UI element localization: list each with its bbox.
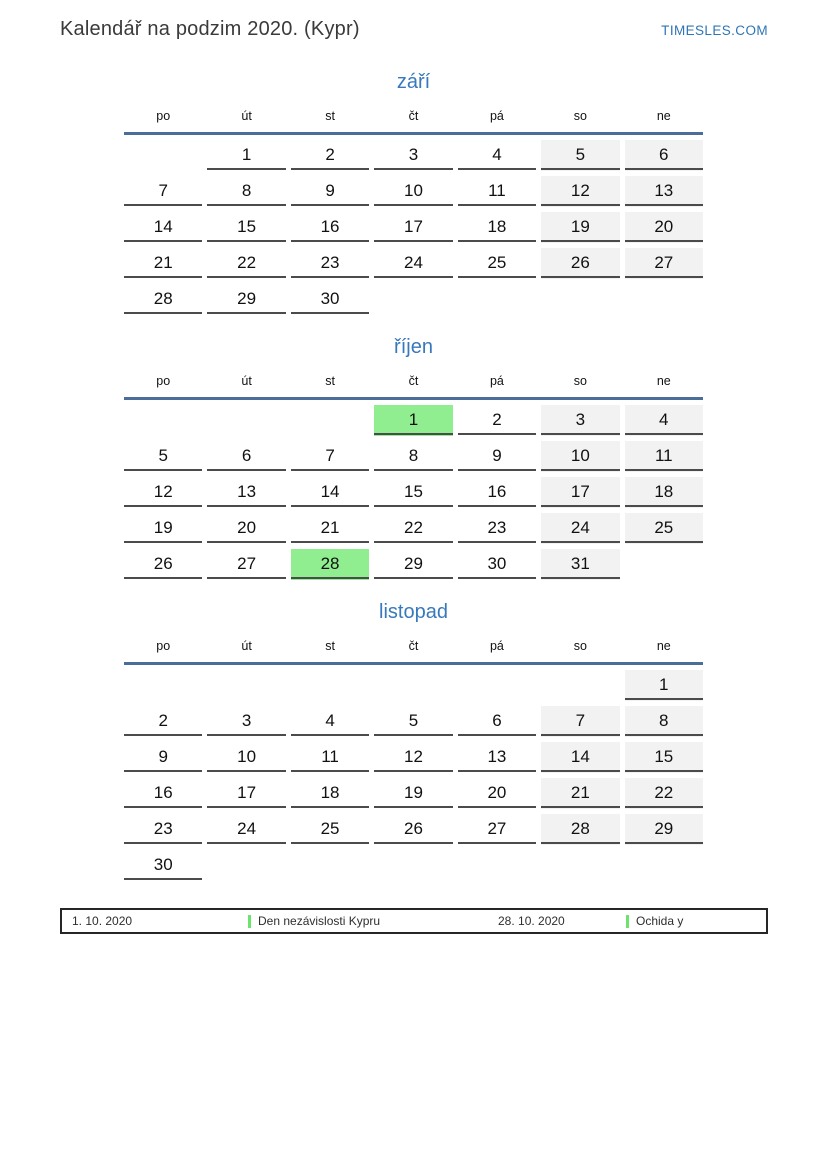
empty-cell: [374, 670, 452, 701]
day-cell: [207, 140, 285, 171]
day-number: 30: [320, 288, 340, 308]
day-cell: [374, 140, 452, 171]
day-number: 19: [404, 782, 423, 802]
day-cell: [207, 212, 285, 243]
day-number: 9: [325, 180, 335, 200]
day-number: 26: [153, 553, 173, 573]
day-cell: [625, 441, 703, 472]
holiday-marker-icon: [248, 915, 251, 928]
day-number: 23: [153, 818, 173, 838]
day-cell: [374, 549, 452, 580]
day-number: 29: [237, 288, 257, 308]
day-cell: [124, 284, 202, 315]
day-number: 15: [237, 216, 257, 236]
day-cell: [291, 742, 369, 773]
weekday-header: út: [241, 109, 252, 123]
month-calendar: [124, 600, 703, 881]
day-cell: [291, 248, 369, 279]
weekday-header: pá: [489, 639, 504, 653]
day-cell: [458, 814, 536, 845]
day-cell: [374, 778, 452, 809]
day-number: 24: [404, 252, 423, 272]
empty-cell: [541, 850, 619, 881]
weekday-header: po: [156, 374, 171, 388]
day-cell: [374, 513, 452, 544]
day-cell: [374, 405, 452, 436]
weekday-header: čt: [408, 639, 419, 653]
day-cell: [207, 513, 285, 544]
day-cell: [625, 212, 703, 243]
day-cell: [625, 742, 703, 773]
empty-cell: [207, 405, 285, 436]
day-cell: [124, 814, 202, 845]
weekday-header: so: [573, 374, 587, 388]
day-number: 8: [659, 710, 669, 730]
weekday-header: út: [241, 639, 252, 653]
holiday-marker-icon: [626, 915, 629, 928]
day-cell: [124, 742, 202, 773]
day-number: 5: [575, 144, 586, 164]
day-cell: [207, 248, 285, 279]
weekday-header: so: [573, 639, 587, 653]
day-cell: [207, 176, 285, 207]
day-cell: [291, 140, 369, 171]
weekday-header: čt: [408, 109, 419, 123]
legend-entry: [626, 914, 766, 928]
weekday-header: po: [156, 639, 171, 653]
day-cell: [374, 176, 452, 207]
day-number: 20: [487, 782, 507, 802]
day-number: 9: [492, 445, 502, 465]
day-number: 10: [570, 445, 590, 465]
empty-cell: [458, 670, 536, 701]
weekday-header-row: [124, 638, 703, 654]
month-grid: [124, 400, 703, 580]
day-number: 11: [321, 746, 339, 766]
day-number: 22: [237, 252, 257, 272]
day-number: 10: [404, 180, 423, 200]
day-number: 22: [404, 517, 423, 537]
day-number: 4: [325, 710, 335, 730]
day-cell: [124, 850, 202, 881]
day-cell: [374, 248, 452, 279]
day-number: 3: [575, 409, 586, 429]
day-cell: [374, 814, 452, 845]
day-number: 27: [237, 553, 257, 573]
day-number: 15: [404, 481, 423, 501]
day-cell: [207, 778, 285, 809]
day-number: 4: [492, 144, 502, 164]
day-number: 16: [320, 216, 340, 236]
day-number: 23: [320, 252, 340, 272]
day-number: 21: [570, 782, 590, 802]
month-title: listopad: [379, 601, 448, 623]
day-cell: [291, 176, 369, 207]
day-cell: [291, 477, 369, 508]
day-number: 12: [153, 481, 173, 501]
day-cell: [291, 513, 369, 544]
day-number: 28: [570, 818, 590, 838]
day-number: 12: [570, 180, 590, 200]
empty-cell: [291, 405, 369, 436]
day-cell: [625, 140, 703, 171]
day-cell: [625, 814, 703, 845]
day-number: 18: [320, 782, 340, 802]
day-cell: [124, 513, 202, 544]
day-cell: [541, 140, 619, 171]
day-number: 29: [654, 818, 674, 838]
day-cell: [458, 513, 536, 544]
day-cell: [124, 549, 202, 580]
day-cell: [374, 441, 452, 472]
day-number: 6: [659, 144, 669, 164]
day-number: 28: [153, 288, 173, 308]
day-cell: [124, 176, 202, 207]
day-number: 25: [320, 818, 340, 838]
day-cell: [291, 212, 369, 243]
calendar-months: [124, 70, 703, 881]
day-number: 17: [404, 216, 423, 236]
weekday-header: út: [241, 374, 252, 388]
day-number: 18: [487, 216, 507, 236]
day-cell: [207, 441, 285, 472]
month-calendar: [124, 70, 703, 315]
day-cell: [124, 477, 202, 508]
day-number: 25: [487, 252, 507, 272]
day-number: 26: [404, 818, 423, 838]
day-cell: [541, 477, 619, 508]
day-number: 11: [654, 445, 673, 465]
day-cell: [541, 513, 619, 544]
day-cell: [458, 176, 536, 207]
empty-cell: [458, 284, 536, 315]
weekday-header: ne: [656, 639, 671, 653]
day-number: 1: [241, 144, 252, 164]
day-number: 6: [241, 445, 252, 465]
day-number: 21: [153, 252, 173, 272]
day-cell: [374, 706, 452, 737]
day-number: 25: [654, 517, 674, 537]
empty-cell: [124, 405, 202, 436]
day-number: 23: [487, 517, 507, 537]
day-cell: [291, 778, 369, 809]
day-cell: [541, 742, 619, 773]
empty-cell: [374, 850, 452, 881]
day-cell: [124, 778, 202, 809]
month-grid: [124, 665, 703, 881]
day-number: 31: [570, 553, 590, 573]
day-number: 13: [237, 481, 257, 501]
day-number: 26: [570, 252, 590, 272]
day-cell: [458, 405, 536, 436]
day-cell: [625, 176, 703, 207]
day-number: 28: [320, 553, 340, 573]
day-cell: [458, 706, 536, 737]
weekday-header-row: [124, 373, 703, 389]
month-title: září: [396, 71, 431, 93]
day-number: 17: [570, 481, 590, 501]
day-cell: [291, 284, 369, 315]
day-number: 19: [570, 216, 590, 236]
day-number: 5: [158, 445, 168, 465]
weekday-header: st: [325, 374, 335, 388]
day-number: 13: [487, 746, 507, 766]
day-number: 30: [487, 553, 507, 573]
legend-date: 28. 10. 2020: [498, 914, 565, 928]
day-number: 20: [237, 517, 257, 537]
legend-entry: [248, 914, 488, 928]
weekday-header: čt: [408, 374, 419, 388]
day-cell: [458, 248, 536, 279]
day-number: 21: [320, 517, 340, 537]
day-cell: [541, 248, 619, 279]
empty-cell: [207, 850, 285, 881]
month-title: říjen: [394, 336, 433, 358]
holiday-legend: [60, 908, 768, 934]
weekday-header: st: [325, 109, 335, 123]
day-cell: [541, 549, 619, 580]
day-cell: [207, 814, 285, 845]
day-cell: [458, 441, 536, 472]
day-number: 7: [575, 710, 586, 730]
day-cell: [541, 814, 619, 845]
day-number: 15: [654, 746, 674, 766]
day-cell: [207, 284, 285, 315]
day-cell: [541, 212, 619, 243]
day-number: 2: [158, 710, 168, 730]
day-cell: [207, 742, 285, 773]
day-number: 9: [158, 746, 168, 766]
day-cell: [625, 477, 703, 508]
day-cell: [291, 706, 369, 737]
day-cell: [207, 477, 285, 508]
empty-cell: [625, 284, 703, 315]
day-number: 3: [408, 144, 419, 164]
legend-label: Ochida y: [636, 914, 684, 928]
day-cell: [625, 513, 703, 544]
day-number: 13: [654, 180, 674, 200]
empty-cell: [291, 670, 369, 701]
day-number: 1: [659, 674, 669, 694]
day-number: 8: [408, 445, 419, 465]
day-cell: [374, 212, 452, 243]
day-number: 22: [654, 782, 674, 802]
weekday-header: pá: [489, 109, 504, 123]
legend-date: 1. 10. 2020: [72, 914, 133, 928]
day-number: 24: [570, 517, 590, 537]
day-cell: [124, 706, 202, 737]
day-cell: [124, 441, 202, 472]
legend-label: Den nezávislosti Kypru: [258, 914, 381, 928]
day-number: 1: [408, 409, 419, 429]
day-number: 8: [241, 180, 252, 200]
day-number: 2: [492, 409, 502, 429]
weekday-header: ne: [656, 109, 671, 123]
day-cell: [458, 212, 536, 243]
day-cell: [458, 778, 536, 809]
empty-cell: [625, 850, 703, 881]
day-cell: [124, 248, 202, 279]
empty-cell: [124, 670, 202, 701]
day-cell: [541, 778, 619, 809]
empty-cell: [458, 850, 536, 881]
empty-cell: [207, 670, 285, 701]
day-cell: [458, 549, 536, 580]
day-number: 10: [237, 746, 257, 766]
weekday-header-row: [124, 108, 703, 124]
day-number: 18: [654, 481, 674, 501]
day-cell: [291, 549, 369, 580]
day-number: 2: [325, 144, 335, 164]
month-grid: [124, 135, 703, 315]
day-cell: [207, 706, 285, 737]
weekday-header: ne: [656, 374, 671, 388]
day-cell: [625, 778, 703, 809]
day-cell: [374, 477, 452, 508]
day-number: 24: [237, 818, 257, 838]
day-cell: [124, 212, 202, 243]
page-title: Kalendář na podzim 2020. (Kypr): [60, 18, 360, 40]
day-cell: [374, 742, 452, 773]
day-cell: [541, 176, 619, 207]
weekday-header: po: [156, 109, 171, 123]
day-number: 7: [325, 445, 335, 465]
empty-cell: [291, 850, 369, 881]
day-number: 3: [241, 710, 252, 730]
day-number: 19: [153, 517, 173, 537]
day-cell: [541, 706, 619, 737]
day-cell: [291, 814, 369, 845]
day-cell: [458, 140, 536, 171]
day-number: 20: [654, 216, 674, 236]
day-cell: [625, 706, 703, 737]
day-number: 14: [153, 216, 173, 236]
day-cell: [458, 477, 536, 508]
weekday-header: st: [325, 639, 335, 653]
day-cell: [207, 549, 285, 580]
day-number: 5: [408, 710, 419, 730]
weekday-header: so: [573, 109, 587, 123]
day-cell: [291, 441, 369, 472]
day-cell: [541, 441, 619, 472]
day-number: 12: [404, 746, 423, 766]
day-number: 30: [153, 854, 173, 874]
day-cell: [541, 405, 619, 436]
day-number: 27: [487, 818, 507, 838]
empty-cell: [124, 140, 202, 171]
month-calendar: [124, 335, 703, 580]
site-link[interactable]: TIMESLES.COM: [661, 23, 768, 38]
weekday-header: pá: [489, 374, 504, 388]
day-cell: [625, 405, 703, 436]
day-number: 6: [492, 710, 502, 730]
day-cell: [625, 670, 703, 701]
day-number: 29: [404, 553, 423, 573]
empty-cell: [374, 284, 452, 315]
top-bar: [60, 18, 768, 41]
day-number: 16: [487, 481, 507, 501]
day-number: 11: [488, 180, 506, 200]
day-number: 14: [570, 746, 590, 766]
day-number: 17: [237, 782, 257, 802]
empty-cell: [541, 670, 619, 701]
day-cell: [458, 742, 536, 773]
day-number: 16: [153, 782, 173, 802]
day-number: 27: [654, 252, 674, 272]
day-cell: [625, 248, 703, 279]
empty-cell: [541, 284, 619, 315]
day-number: 4: [659, 409, 669, 429]
day-number: 14: [320, 481, 340, 501]
day-number: 7: [158, 180, 168, 200]
empty-cell: [625, 549, 703, 580]
